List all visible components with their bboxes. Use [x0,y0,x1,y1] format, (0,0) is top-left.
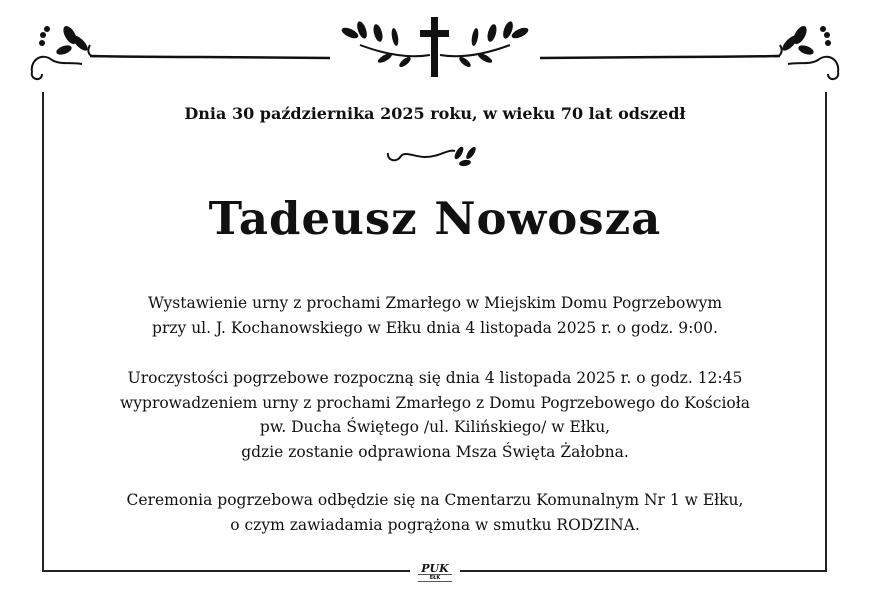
paragraph-exposition [0,291,870,340]
text-line: Wystawienie urny z prochami Zmarłego w Miejskim Domu Pogrzebowym [147,294,723,312]
deceased-name: Tadeusz Nowosza [208,192,662,245]
top-ornament [0,0,870,100]
puk-logo [414,563,456,582]
cross-icon [431,17,438,77]
text-line: o czym zawiadamia pogrążona w smutku RODZINA. [230,515,640,534]
text-line: gdzie zostanie odprawiona Msza Święta Żałobna. [241,442,629,461]
text-line: wyprowadzeniem urny z prochami Zmarłego z Domu Pogrzebowego do Kościoła [120,393,750,412]
small-ornament [385,143,485,173]
frame-bottom-left [42,570,410,572]
text-line: pw. Ducha Świętego /ul. Kilińskiego/ w Ełku, [259,418,611,436]
logo-main: PUK [421,562,449,575]
text-line: przy ul. J. Kochanowskiego w Ełku dnia 4 listopada 2025 r. o godz. 9:00. [152,318,718,337]
notice-header: Dnia 30 października 2025 roku, w wieku 70 lat odszedł [184,104,686,123]
frame-bottom-right [460,570,827,572]
text-line: Ceremonia pogrzebowa odbędzie się na Cmentarzu Komunalnym Nr 1 w Ełku, [126,491,744,509]
text-line: Uroczystości pogrzebowe rozpoczną się dnia 4 listopada 2025 r. o godz. 12:45 [127,369,743,387]
paragraph-ceremony [0,366,870,464]
logo-sub: EŁK [418,574,452,582]
paragraph-burial [0,488,870,537]
